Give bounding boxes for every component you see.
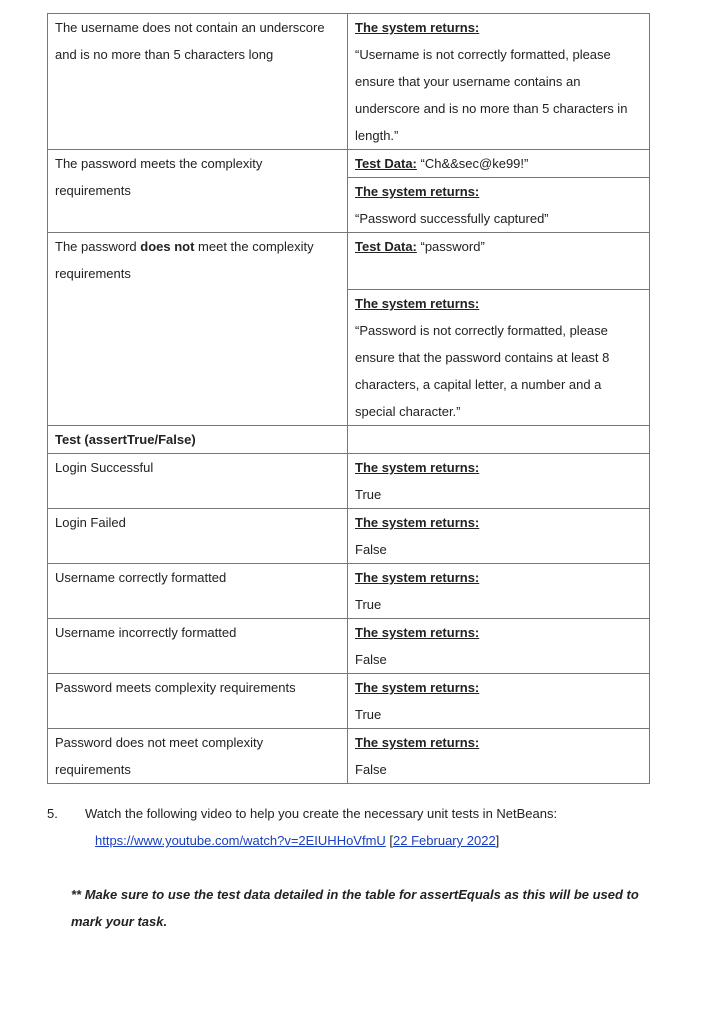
table-row: [48, 150, 650, 178]
system-returns-label: The system returns:: [355, 735, 480, 750]
test-data-label: Test Data:: [355, 239, 417, 254]
expected-value: True: [355, 597, 382, 612]
table-row: [48, 233, 650, 290]
table-cell-condition: Username correctly formatted: [48, 564, 348, 619]
table-cell-expected: [348, 564, 650, 619]
expected-message: “Password is not correctly formatted, please ensure that the password contains at least 8 characters, a capital letter, a number and a special character.”: [355, 323, 610, 419]
table-row: [48, 564, 650, 619]
test-data-value: “Ch&&sec@ke99!”: [416, 156, 529, 171]
table-header-cell-empty: [348, 426, 650, 454]
expected-value: False: [355, 762, 387, 777]
system-returns-label: The system returns:: [355, 515, 480, 530]
expected-value: True: [355, 707, 382, 722]
table-header-cell: [48, 426, 348, 454]
test-specification-table: [47, 13, 650, 784]
system-returns-label: The system returns:: [355, 570, 480, 585]
expected-message: “Username is not correctly formatted, please ensure that your username contains an underscore and is no more than 5 characters in length.”: [355, 47, 628, 143]
table-cell-expected: [348, 290, 650, 426]
table-cell-condition: [48, 14, 348, 150]
table-cell-expected: [348, 619, 650, 674]
condition-text: The password meets the complexity requirements: [55, 156, 263, 198]
condition-text: The password does not meet the complexity requirements: [55, 239, 314, 281]
table-cell-condition: Username incorrectly formatted: [48, 619, 348, 674]
system-returns-label: The system returns:: [355, 296, 480, 311]
table-row: [48, 454, 650, 509]
expected-value: True: [355, 487, 382, 502]
table-cell-test-data: [348, 233, 650, 290]
emphasis-text: does not: [140, 239, 195, 254]
table-cell-condition: Password does not meet complexity requirements: [48, 729, 348, 784]
table-cell-expected: [348, 509, 650, 564]
table-cell-expected: [348, 14, 650, 150]
date-link[interactable]: 22 February 2022: [393, 833, 496, 848]
table-row: [48, 509, 650, 564]
important-note: ** Make sure to use the test data detailed in the table for assertEquals as this will be used to mark your task.: [71, 887, 639, 929]
table-cell-condition: [48, 233, 348, 426]
table-cell-condition: Login Successful: [48, 454, 348, 509]
expected-value: False: [355, 652, 387, 667]
list-number: 5.: [47, 806, 58, 821]
table-header-row: [48, 426, 650, 454]
table-section-heading: Test (assertTrue/False): [55, 432, 196, 447]
table-cell-expected: [348, 729, 650, 784]
video-reference: https://www.youtube.com/watch?v=2EIUHHoVfmU [22 February 2022]: [95, 833, 500, 848]
table-row: [48, 729, 650, 784]
system-returns-label: The system returns:: [355, 20, 480, 35]
expected-message: “Password successfully captured”: [355, 211, 549, 226]
system-returns-label: The system returns:: [355, 460, 480, 475]
instruction-text: Watch the following video to help you create the necessary unit tests in NetBeans:: [85, 806, 558, 821]
system-returns-label: The system returns:: [355, 680, 480, 695]
system-returns-label: The system returns:: [355, 625, 480, 640]
system-returns-label: The system returns:: [355, 184, 480, 199]
table-cell-test-data: [348, 150, 650, 178]
table-cell-condition: [48, 150, 348, 233]
table-cell-expected: [348, 674, 650, 729]
test-data-label: Test Data:: [355, 156, 417, 171]
table-row: [48, 674, 650, 729]
table-row: [48, 14, 650, 150]
condition-text: The username does not contain an underscore and is no more than 5 characters long: [55, 20, 325, 62]
table-cell-expected: [348, 454, 650, 509]
table-cell-condition: Password meets complexity requirements: [48, 674, 348, 729]
table-cell-condition: Login Failed: [48, 509, 348, 564]
test-data-value: “password”: [416, 239, 485, 254]
table-row: [48, 619, 650, 674]
table-cell-expected: [348, 178, 650, 233]
video-link[interactable]: https://www.youtube.com/watch?v=2EIUHHoVfmU: [95, 833, 386, 848]
expected-value: False: [355, 542, 387, 557]
